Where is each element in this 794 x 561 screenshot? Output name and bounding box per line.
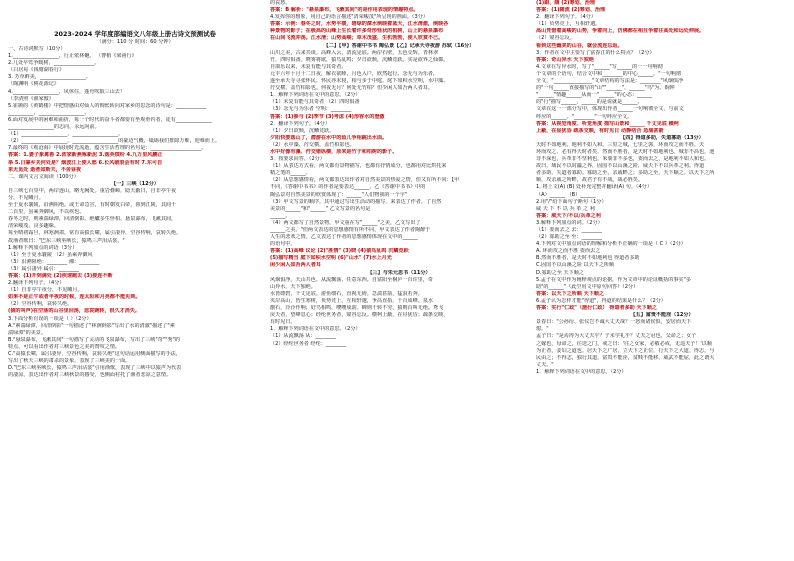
text-line: 为正者，妾妇之道也。居天下之广居，立天下之正位，行天下之大道。得志，与 xyxy=(536,347,715,354)
text-line: 一、古诗词默写（10分） xyxy=(8,46,66,52)
answer-line: 答案：B 解析："悬泉瀑布，飞漱其间"的是作用表现的情趣特点。 xyxy=(270,7,419,14)
answer-line: 答案：以天下之所顺 天下顺之 xyxy=(536,290,604,297)
text-line: （1）自非亭午夜分，不见曦月。 xyxy=(8,287,83,294)
text-line: （陶渊明《桃花源记》 xyxy=(8,81,59,88)
text-line: 之嫁也，母命之，往送之门，戒之曰：'往之女家，必敬必戒，无违夫子！'以顺 xyxy=(536,340,712,347)
text-line: 2.几处早莺争暖树，________________。 xyxy=(8,60,100,67)
text-line: 2．翻译下列句子。（4分） xyxy=(536,14,596,21)
text-line: 不同，《答谢中书书》的作者是要表达______，乙《答谢中书书》中的 xyxy=(270,184,426,191)
text-line: 竹，四时俱备。晓雾将歇，猿鸟乱鸣；夕日欲颓，沉鳞竞跃。实是欲界之仙都。 xyxy=(270,56,449,63)
text-line: 威 天 下 不 以 兵 革 之 利 xyxy=(536,205,595,212)
text-line: 文章在这一一部分写中，体现出作者______一句响彻全文，与前文 xyxy=(536,106,684,113)
text-line: （2）从思想感情看，两文都表达出作者对自然美景的热爱之情，但又有所不同：【甲 xyxy=(270,177,460,184)
text-line: 4.发挥你的想象，用自己的语言描述"清荣峻茂"所呈现的画面。（3分） xyxy=(270,14,428,21)
text-line: 精之笔的______。 xyxy=(270,170,311,177)
answer-line: (猿的叫声)在空荡的山谷里回荡，悲哀婉转，很久才消失。 xyxy=(8,308,141,315)
text-line: （2）空谷传响，哀转久绝。 xyxy=(8,301,73,308)
answer-line: 答案：从视觉角度、听觉角度 描写山景和______ 千丈见底 横柯 xyxy=(536,120,679,127)
text-line: 3．按要求回答。（2分） xyxy=(270,156,325,163)
text-line: __________，__________________。 xyxy=(8,109,90,116)
text-line: 2.翻译下列句子。（4分） xyxy=(8,280,65,287)
text-line: （1）__________________，__________________。 xyxy=(8,131,124,138)
text-line: 孟子曰："是焉得为大丈夫乎？子未学礼乎？丈夫之冠也，父命之；女子 xyxy=(536,333,697,340)
text-line: （2）窥谷忘反。 xyxy=(536,35,575,42)
text-line: 至于夏水襄陵，沿溯阻绝。或王命急宣，有时朝发白帝，暮到江陵，其间千 xyxy=(8,202,177,209)
text-line: 7.最终的《观沧海》中展现时光流逝，蕴含生活哲理的名句是：____________________。 xyxy=(8,145,207,152)
text-line: D."巴东三峡巫峡长，猿鸣三声泪沾裳"引用渔歌，表现了三峡中以猿声为代表 xyxy=(8,365,182,372)
text-line: 特点，可以看出作者对三峡景色之美的赞叹之情。 xyxy=(8,343,121,350)
text-line: 故渔者歌曰："巴东三峡巫峡长，猿鸣三声泪沾裳。" xyxy=(8,237,125,244)
text-line: 的语句中。 xyxy=(270,241,296,248)
text-line: 天时不如地利，地利不如人和。三里之城，七里之郭，环而攻之而不胜。夫 xyxy=(536,141,705,148)
text-line: D.寡助之至 天下顺之 xyxy=(536,269,584,276)
text-line: 2．翻译下列句子。（4分） xyxy=(270,120,330,127)
text-line: 1．解释下列词语在文中的意思。（2分） xyxy=(536,368,627,375)
text-line: （3）属引凄异 属引：________ xyxy=(8,265,80,272)
text-line: 二百里，虽乘奔御风，不以疾也。 xyxy=(8,209,85,216)
answer-line: 答案：(1)开到满处 (2)疾速跑去 (3)接连不断 xyxy=(8,273,113,279)
text-line: 水皆缥碧，千丈见底。游鱼细石，直视无碍。急湍甚箭，猛浪若奔。 xyxy=(270,290,423,297)
text-line: 1. 将上文(A) (B) 处补充完整并翻译(A) 句。（4分） xyxy=(536,184,652,191)
column-left xyxy=(8,0,262,561)
text-line: __________________的志向，永远向前。 xyxy=(8,124,100,131)
text-line: （白居易《钱塘湖春行》 xyxy=(8,67,65,74)
text-line: 2.用"/"给下面句子断句（1分） xyxy=(536,198,607,205)
text-line: B."悬泉瀑布，飞漱其间"一句描写了灵动的飞泉瀑布，写出了三峡"奇""秀"的 xyxy=(8,336,180,343)
text-line: 遂至承天寺寻张怀民。怀民亦未寝，相与步于中庭。庭下如积水空明，水中藻、 xyxy=(270,78,449,85)
text-line: 美景的______"和"______" 乙文写景的名句是 xyxy=(270,205,371,212)
text-line: 的哀愁。 xyxy=(270,0,291,6)
text-line: 山异水，天下独绝。 xyxy=(270,283,316,290)
text-line: 4.下列对文中加点词语的理解和分析不正确的一项是（ C ）（2分） xyxy=(536,241,686,248)
text-line: （3）甲文写景的顺序，其中通过写出生活动的描写，来表达了作者。了自然 xyxy=(270,198,442,205)
text-line: 【五】富贵不能淫（12分） xyxy=(630,312,694,319)
text-line: 全文，"_______________"文章结构的写法是：________"风烟俱净 xyxy=(536,78,684,85)
answer-line: 上蔽，在昼犹昏 疏条交映，有时见日 动静结合 急湍甚箭 xyxy=(536,127,664,134)
text-line: 山川之美，古来共谈。高峰入云，清流见底。两岸石壁，五色交辉。青林翠 xyxy=(270,49,439,56)
text-line: "______"情趣______从而一"______"的心态：______ xyxy=(536,92,653,99)
text-line: （1）委而去之 去：________ xyxy=(536,227,602,233)
text-line: 自三峡七百里中，两岸连山，略无阙处。重岩叠嶂，隐天蔽日，自非亭午夜 xyxy=(8,187,177,194)
text-line: 湍绿潭"的美景。 xyxy=(8,329,46,336)
text-line: 民由之；不得志，独行其道。富贵不能淫，贫贱不能移，威武不能屈，此之谓大 xyxy=(536,354,715,361)
text-line: 顺，攻亲戚之所畔，故君子有不战，战必胜矣。 xyxy=(536,177,643,184)
text-line: 的"行"描写______，______的是说就是______。 xyxy=(536,99,643,106)
text-line: 4.__________________，风休住，蓬舟吹取三山去！ xyxy=(8,88,125,95)
text-line: 戾天者，望峰息心；经纶世务者，窥谷忘反。横柯上蔽，在昼犹昏；疏条交映， xyxy=(270,312,449,319)
answer-line: 答案：实行"仁政"（施行仁政） 得道者多助 天下顺之 xyxy=(536,305,657,312)
text-line: C."高猿长啸，属引凄异，空谷传响，哀转久绝"这句话运用侧面描写的手法， xyxy=(8,351,181,358)
text-line: 非不深也，兵革非不坚利也，米粟非不多也，委而去之，是地利不如人和也。 xyxy=(536,156,710,163)
text-line: 元丰六年十月十二日夜，解衣欲睡，月色入户，欣然起行。念无与为乐者， xyxy=(270,70,439,77)
text-line: （4）两文都写了自然景物，甲文重在写"______"之美，乙文写出了 xyxy=(270,219,421,226)
text-line: C.固国不以山溪之险 以天下之所顺 xyxy=(536,262,615,269)
text-line: 助"的______"（此空用文中原句回答）（2分） xyxy=(536,283,639,290)
answer-line: 答案：示例：春冬之时，水势平缓，碧绿的潭水倒映着蓝天，江水清澈，倒映各 xyxy=(270,21,449,28)
text-line: 5.孟子在文中作为阐释观点的论据，作为文章中的论证概括的事实"多 xyxy=(536,276,691,283)
text-line: ______之美。"但两文表达的思想感情有所不同，甲文表达了作者陶醉于 xyxy=(270,227,431,233)
answer-line: 种景物的影子；在极高的山峰上生长着许多奇形怪状的柏树，山上的悬泉瀑布 xyxy=(270,28,444,35)
column-right xyxy=(536,0,788,561)
text-line: 1.解释下列加点的词语（3分） xyxy=(8,244,78,251)
text-line: 二、课内文言文阅读（100分） xyxy=(8,173,79,180)
text-line: （A）______ （B）______ xyxy=(536,191,596,198)
column-middle xyxy=(270,0,528,561)
text-line: （2）经纶世务者 经纶：________ xyxy=(270,340,347,347)
text-line: 1．解释下列词语在文中的意思。（2分） xyxy=(270,326,361,333)
answer-line: 答案：(1)高峰 议论 (2)"胜情" (3)晓 (4)猿鸟乱鸣 沉鳞竞跃 xyxy=(270,248,409,255)
text-line: 春冬之时，则素湍绿潭，回清倒影。绝巘多生怪柏，悬泉瀑布，飞漱其间， xyxy=(8,216,177,223)
text-line: 呼应的______。"________"一句呼应全文。 xyxy=(536,113,633,120)
text-line: 【四】得道多助，失道寡助（13分） xyxy=(620,134,704,141)
text-line: 丈夫。" xyxy=(536,361,554,368)
text-line: （李清照《渔家傲》 xyxy=(8,95,54,102)
answer-line: 如果不是正午或者半夜的时候，连太阳和月亮都不能见到。 xyxy=(8,294,141,301)
text-line: 陶弘景对自然美景的欣赏体现了：______"人们物我的一个字" xyxy=(270,191,408,198)
answer-line: 答案：(1)随流 (2)筹划、治理 xyxy=(536,7,606,14)
text-line: 每至晴初霜旦，林寒涧肃，常有高猿长啸，属引凄异，空谷传响，哀转久绝。 xyxy=(8,230,182,237)
text-line: （2）__________________，__________________的豪迈气概，砥砺我们排除万难，迎难而上。 xyxy=(8,138,221,145)
answer-line: 来无觅处 逝者如斯夫，不舍昼夜 xyxy=(8,166,82,173)
text-line: 3. 芳草鲜美，__________________。 xyxy=(8,74,91,81)
text-line: 者多助，失道者寡助。寡助之至，亲戚畔之；多助之至，天下顺之。以天下之所 xyxy=(536,170,715,177)
answer-line: 答案：威天下/不以/兵革之利 xyxy=(536,212,601,219)
text-line: 6.面对发展中的困难和曲折，每一个时代的奋斗者都要有坐观垂钓者，徒有______________ xyxy=(8,116,212,123)
text-line: （1）从表达方式看，两文都有景物描写，也都有抒情成分，也都用对比烘托来 xyxy=(270,163,447,170)
text-line: 风烟俱净，天山共色。从流飘荡，任意东西。自富阳至桐庐一百许里，奇 xyxy=(270,276,434,283)
text-line: （3）念无与为乐者 空明：________ xyxy=(270,106,352,113)
text-line: 景春曰："公孙衍、张仪岂不诚大丈夫哉？一怒而诸侯惧，安居而天下 xyxy=(536,319,692,326)
text-line: （2）水中藻、荇交横，盖竹柏影也。 xyxy=(270,141,355,148)
text-line: 荇交横，盖竹柏影也。何夜无月？何处无竹柏？但少闲人如吾两人者耳。 xyxy=(270,85,434,92)
text-line: 故曰，域民不以封疆之界，固国不以山溪之险，威天下不以兵革之利。得道 xyxy=(536,163,705,170)
text-line: 的"一句______直接描写的"山""______"，______"鸟"为、铜钟 xyxy=(536,85,675,92)
answer-line: 高山凭借着高峻的山势，争着向上，仿佛都在相互争着往高处和远处伸展。 xyxy=(536,28,705,35)
answer-line: (5)描写精当 庭下如积水空明 (6)"山水" (7)水上月光 xyxy=(270,255,392,262)
text-line: 分，不见曦月。 xyxy=(8,194,44,201)
text-line: 1．解释下列词语在文中的意思。（2分） xyxy=(270,92,361,99)
text-line: （1）从流飘荡 从：________ xyxy=(270,333,336,340)
text-line: 人生的悲欢之情。乙文表达了作者的思想感情体现在文中的______ xyxy=(270,234,418,241)
text-line: （满分：110 分 时间：60 分钟） xyxy=(96,39,174,45)
text-line: 清荣峻茂，良多趣味。 xyxy=(8,223,59,230)
text-line: 环而攻之，必有得天时者矣，然而不胜者，是天时不如地利也。城非不高也，池 xyxy=(536,148,715,155)
text-line: （1）夕日欲颓，沉鳞竞跃。 xyxy=(270,127,335,134)
answer-line: 在山间飞流冲荡。江水清；山势高峻；草木茂盛，生机勃勃，使人欣赏不已。 xyxy=(270,35,444,42)
text-line: 个文章的个语句，结合文中和________的中心______。"一句响彻 xyxy=(536,70,681,77)
text-line: 1.__________________，行止依林樾。 （曹植《梁甫行》 xyxy=(8,53,137,60)
answer-line: 水中好像有藻、荇交错纵横，原来是竹子和柏树的影子。 xyxy=(270,148,398,155)
text-line: 3.下面分析有误的一项是（ ）（2分） xyxy=(8,315,92,322)
text-line: A."素湍绿潭，回清倒影"一句描述了"林涧倒影"写出了水的清澈"描述了"素 xyxy=(8,322,175,329)
text-line: （1）未复有能与其奇者 （2）四时俱备 xyxy=(270,99,360,106)
text-line: 【三】与朱元思书（11分） xyxy=(367,269,431,276)
text-line: 3．作者在文中主要写了富春江的什么特点？（2分） xyxy=(536,49,655,56)
text-line: A. 环而攻之而不胜 委而去之 xyxy=(536,248,601,255)
text-line: 【二】【甲】答谢中书书 陶弘景【乙】记承天寺夜游 苏轼（16分） xyxy=(323,42,475,49)
text-line: 写出了秋天三峡的肃杀的景象，表现了三峡美的一面。 xyxy=(8,358,131,365)
text-line: 6.孟子认为怎样才能"得道"，得道的结果是什么？（2分） xyxy=(536,297,666,304)
text-line: 【一】三峡（12分） xyxy=(111,180,159,187)
text-line: （3）沿溯阻绝：________ 湘：________ xyxy=(8,258,100,265)
answer-line: 夕阳快要落山了，潜游在水中的鱼儿争相跳出水面。 xyxy=(270,134,388,141)
text-line: 熄。" xyxy=(536,326,549,333)
text-line: 4.文章在写异水时，写了"______"写______的一一句响彻 xyxy=(536,63,663,70)
text-line: （1）至于夏水襄陵 （2）虽乘奔御风 xyxy=(8,251,93,258)
text-line: 3.解释下列加点的词。（2分） xyxy=(536,219,603,226)
answer-line: 闲少闲人如吾两人者耳 xyxy=(270,262,321,269)
answer-line: 举 5.日暮乡关何处是？烟波江上使人愁 6.长风破浪会有时 7.东可自 xyxy=(8,159,163,166)
answer-line: 答案：1.妻子象禽兽 2.浓家新燕啄新泥 3.落英缤纷 4.九万里风鹏正 xyxy=(8,152,163,159)
answer-line: 答案：(1)参与 (2)季节 (3)考虑 (4)形容水的澄澈 xyxy=(270,113,385,120)
text-line: （2）寡助之至 至：________ xyxy=(536,234,602,241)
text-line: 的凄凉，表达出作者对三峡秋景的感受，也侧面衬托了渔者悲凉之意情。 xyxy=(8,372,172,379)
text-line: （1）负势竞上，互相轩邈。 xyxy=(536,21,601,28)
text-line: 自康乐以来，未复有能与其奇者。 xyxy=(270,63,347,70)
answer-line: 看到这些幽美的山谷，就会流连忘返。 xyxy=(536,42,623,49)
text-line: 夹岸高山，皆生寒树，负势竞上，互相轩邈，争高直指，千百成峰。泉水 xyxy=(270,297,434,304)
exam-title: 2023-2024 学年度部编语文八年级上册古诗文预测试卷 xyxy=(54,30,216,38)
answer-line: (1)跟、随 (2)筹划、治理 xyxy=(536,0,595,6)
text-line: B.然而不胜者，是天时不如地利也 得道者多助 xyxy=(536,255,640,262)
text-line: 5.崔颢的《黄鹤楼》中把情感由对仙人的惆怅转向对家乡的思念的诗句是：____________ xyxy=(8,102,207,109)
text-line: ______。 xyxy=(270,212,291,219)
text-line: 激石，泠泠作响；好鸟相鸣，嘤嘤成韵。蝉则千转不穷，猿则百叫无绝。鸢飞 xyxy=(270,305,444,312)
text-line: 有时见日。 xyxy=(270,319,296,326)
answer-line: 答案：奇山异水 天下独绝 xyxy=(536,56,594,63)
